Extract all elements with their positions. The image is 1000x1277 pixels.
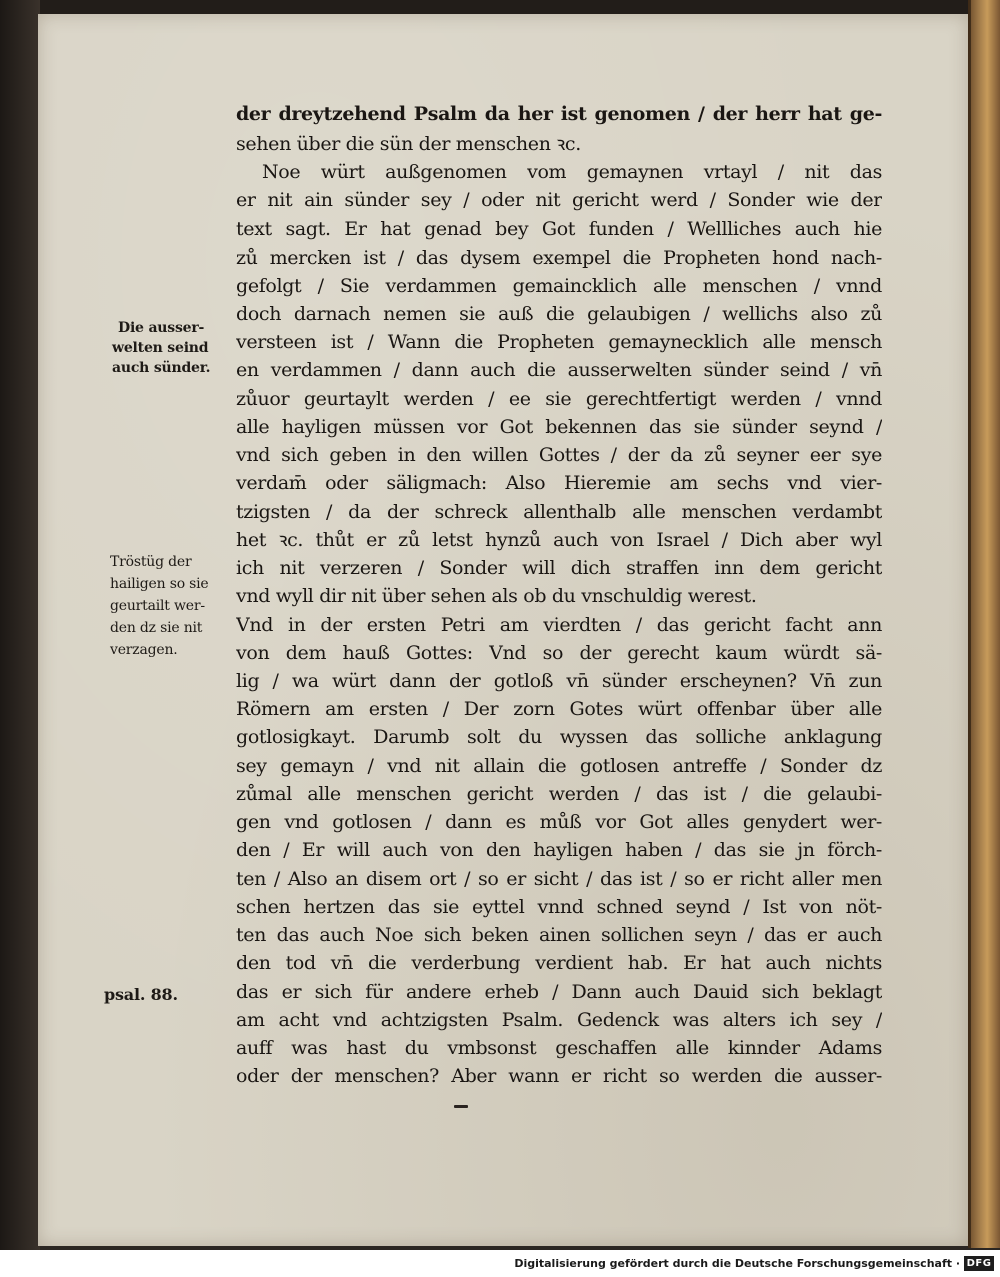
book-binding xyxy=(968,0,1000,1248)
body-line: Noe würt außgenomen vom gemaynen vrtayl / nit das xyxy=(262,161,882,183)
body-line: ich nit verzeren / Sonder will dich straffen inn dem gericht xyxy=(236,557,882,579)
body-line: ten / Also an disem ort / so er sicht / das ist / so er richt aller men xyxy=(236,868,882,890)
body-line: zůmal alle menschen gericht werden / das ist / die gelaubi- xyxy=(236,783,882,805)
body-line: lig / wa würt dann der gotloß vn̄ sünder erscheynen? Vn̄ zun xyxy=(236,670,882,692)
body-line: vnd wyll dir nit über sehen als ob du vnschuldig werest. xyxy=(236,585,757,607)
body-line: zů mercken ist / das dysem exempel die Propheten hond nach- xyxy=(236,247,882,269)
body-line: oder der menschen? Aber wann er richt so werden die ausser- xyxy=(236,1065,882,1087)
body-line: text sagt. Er hat genad bey Got funden / Wellliches auch hie xyxy=(236,218,882,240)
body-line: het ꝛc. thůt er zů letst hynzů auch von Israel / Dich aber wyl xyxy=(236,529,882,551)
margin-note-line: hailigen so sie xyxy=(110,576,209,592)
body-line: gefolgt / Sie verdammen gemaincklich alle menschen / vnnd xyxy=(236,275,882,297)
funding-credit: Digitalisierung gefördert durch die Deutsche Forschungsgemeinschaft · xyxy=(514,1257,960,1270)
body-line: gotlosigkayt. Darumb solt du wyssen das solliche anklagung xyxy=(236,726,882,748)
margin-note-line: geurtailt wer- xyxy=(110,598,205,614)
body-line: den tod vn̄ die verderbung verdient hab. Er hat auch nichts xyxy=(236,952,882,974)
dfg-logo-icon: DFG xyxy=(964,1256,994,1271)
body-line: der dreytzehend Psalm da her ist genomen / der herr hat ge- xyxy=(236,103,882,125)
body-line: en verdammen / dann auch die ausserwelten sünder seind / vn̄ xyxy=(236,359,882,381)
body-line: vnd sich geben in den willen Gottes / der da zů seyner eer sye xyxy=(236,444,882,466)
margin-note-line: verzagen. xyxy=(110,642,178,658)
margin-note-line: auch sünder. xyxy=(112,360,211,376)
body-line: sehen über die sün der menschen ꝛc. xyxy=(236,133,581,155)
margin-note-line: welten seind xyxy=(112,340,209,356)
body-line: am acht vnd achtzigsten Psalm. Gedenck was alters ich sey / xyxy=(236,1009,882,1031)
scanner-border-top xyxy=(0,0,1000,14)
body-line: auff was hast du vmbsonst geschaffen alle kinnder Adams xyxy=(236,1037,882,1059)
body-line: schen hertzen das sie eyttel vnnd schned seynd / Ist von nöt- xyxy=(236,896,882,918)
body-line: doch darnach nemen sie auß die gelaubigen / wellichs also zů xyxy=(236,303,882,325)
margin-note-line: den dz sie nit xyxy=(110,620,203,636)
body-line: Römern am ersten / Der zorn Gotes würt offenbar über alle xyxy=(236,698,882,720)
margin-note-line: Tröstüg der xyxy=(110,554,192,570)
body-line: den / Er will auch von den hayligen haben / das sie jn förch- xyxy=(236,839,882,861)
body-line: sey gemayn / vnd nit allain die gotlosen antreffe / Sonder dz xyxy=(236,755,882,777)
body-line: Vnd in der ersten Petri am vierdten / das gericht facht ann xyxy=(236,614,882,636)
scanner-border-left xyxy=(0,0,40,1277)
body-line: verdam̄ oder säligmach: Also Hieremie am sechs vnd vier- xyxy=(236,472,882,494)
body-line: er nit ain sünder sey / oder nit gericht werd / Sonder wie der xyxy=(236,189,882,211)
body-line: das er sich für andere erheb / Dann auch Dauid sich beklagt xyxy=(236,981,882,1003)
body-line: alle hayligen müssen vor Got bekennen das sie sünder seynd / xyxy=(236,416,882,438)
body-line: tzigsten / da der schreck allenthalb alle menschen verdambt xyxy=(236,501,882,523)
body-line: gen vnd gotlosen / dann es můß vor Got alles genydert wer- xyxy=(236,811,882,833)
margin-note-line: Die ausser- xyxy=(118,320,205,336)
body-line: zůuor geurtaylt werden / ee sie gerechtfertigt werden / vnnd xyxy=(236,388,882,410)
body-line: ten das auch Noe sich beken ainen sollichen seyn / das er auch xyxy=(236,924,882,946)
body-line: von dem hauß Gottes: Vnd so der gerecht kaum würdt sä- xyxy=(236,642,882,664)
body-line: versteen ist / Wann die Propheten gemaynecklich alle mensch xyxy=(236,331,882,353)
printer-mark xyxy=(454,1105,468,1108)
margin-note-psalm-ref: psal. 88. xyxy=(104,985,178,1004)
